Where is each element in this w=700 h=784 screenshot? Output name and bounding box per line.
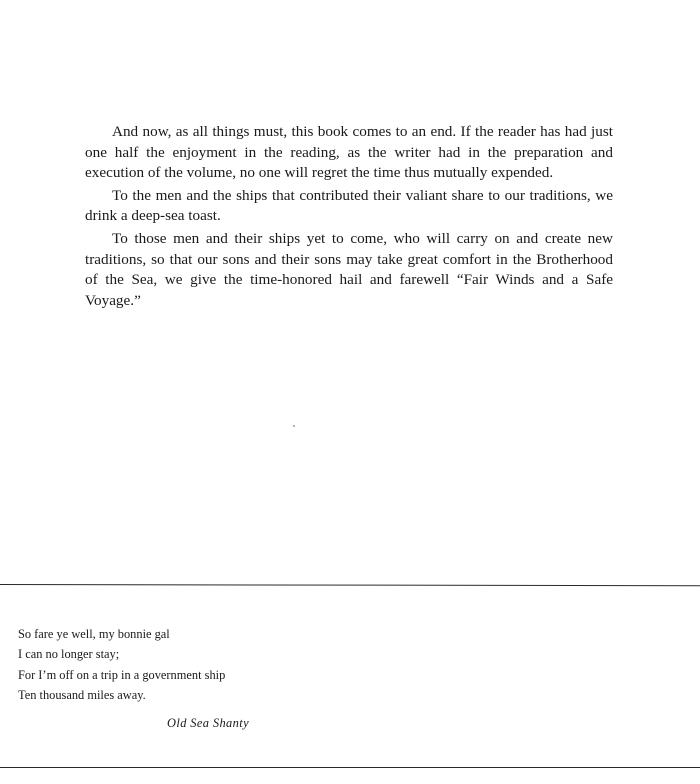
closing-paragraph: To the men and the ships that contributed their valiant share to our traditions, we drink a deep-sea toast. [85,186,613,225]
bottom-divider-rule [0,767,700,768]
closing-paragraph: To those men and their ships yet to come, who will carry on and create new traditions, so that our sons and their sons may take great comfort in the Brotherhood of the Sea, we give the time-honored hail and farewell “Fair Winds and a Safe Voyage.” [85,229,613,309]
top-divider-rule [0,584,700,586]
verse-line: For I’m off on a trip in a government ship [18,667,226,682]
verse-block [18,624,225,706]
verse-line: I can no longer stay; [18,647,120,662]
verse-attribution: Old Sea Shanty [167,716,249,730]
paper-speck [293,425,295,427]
verse-line: So fare ye well, my bonnie gal [18,627,170,641]
closing-text [85,122,613,313]
verse-line: Ten thousand miles away. [18,688,146,703]
closing-paragraph: And now, as all things must, this book comes to an end. If the reader has had just one half the enjoyment in the reading, as the writer had in the preparation and execution of the volume, no one will regret the time thus mutually expended. [85,123,613,182]
